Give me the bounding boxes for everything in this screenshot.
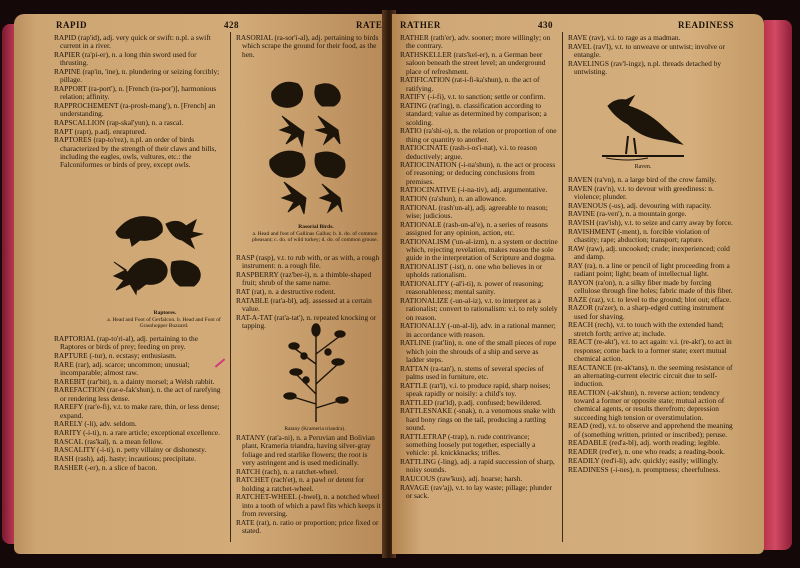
dictionary-entry: RATTLING (-ling), adj. a rapid succession of sharp, noisy sounds. (400, 456, 555, 475)
left-header-word-2: RATE (356, 20, 383, 30)
dictionary-entry: RASORIAL (ra-sor'i-al), adj. pertaining to birds which scrape the ground for their food, as the hen. (236, 33, 379, 59)
dictionary-entry: RATING (rat'ing), n. classification according to standard; value as determined by comparison; a scolding. (400, 100, 547, 127)
dictionary-entry: RASHER (-er), n. a slice of bacon. (54, 462, 158, 472)
dictionary-entry: RATE (rat), n. ratio or proportion; price fixed or stated. (236, 517, 379, 535)
dictionary-entry: RAREBIT (rar'bit), n. a dainty morsel; a Welsh rabbit. (54, 376, 215, 386)
dictionary-entry: RASH (rash), adj. hasty; incautious; precipitate. (54, 454, 197, 464)
dictionary-entry: RATTAN (ra-tan'), n. stems of several species of palms used in furniture, etc. (400, 363, 544, 381)
raven-caption: Raven. (634, 164, 652, 170)
dictionary-entry: RATIOCINATION (-i-na'shun), n. the act or process of reasoning; or deducing conclusions from premises. (400, 160, 556, 186)
left-page-number: 428 (224, 20, 239, 30)
dictionary-entry: RATIONALIST (-ist), n. one who believes in or upholds rationalism. (400, 262, 543, 280)
book-right-edge (764, 20, 792, 550)
dictionary-entry: RAY (ra), n. a line or pencil of light proceeding from a radiant point; light; beam of intellectual light. (568, 260, 730, 278)
dictionary-entry: RAREFY (rar'e-fi), v.t. to make rare, thin, or less dense; expand. (54, 402, 220, 420)
dictionary-entry: READILY (red'i-li), adv. quickly; easily; willingly. (568, 455, 719, 465)
dictionary-entry: RAPIER (ra'pi-er), n. a long thin sword used for thrusting. (54, 49, 197, 68)
dictionary-entry: RAVELINGS (rav'l-ingz), n.pl. threads detached by untwisting. (568, 58, 722, 76)
right-column-divider (562, 32, 563, 542)
dictionary-entry: RAUCOUS (raw'kus), adj. hoarse; harsh. (400, 473, 523, 483)
right-column-1 (400, 34, 558, 500)
dictionary-entry: RATTLE (rat'l), v.i. to produce rapid, sharp noises; speak rapidly or noisily: a child's toy. (400, 380, 551, 398)
dictionary-entry: RAT-A-TAT (rat'a-tat'), n. repeated knocking or tapping. (236, 312, 377, 330)
dictionary-entry: RAPTURE (-tur), n. ecstasy; enthusiasm. (54, 350, 177, 360)
dictionary-entry: RAVEN (ra'vn), n. a large bird of the crow family. (568, 175, 717, 184)
dictionary-entry: RAVEL (rav'l), v.t. to unweave or untwist; involve or entangle. (568, 41, 726, 59)
dictionary-entry: READER (red'er), n. one who reads; a reading-book. (568, 447, 725, 457)
dictionary-entry: RATTLESNAKE (-snak), n. a venomous snake with hard bony rings on the tail, producing a rattling sound. (400, 406, 556, 432)
dictionary-entry: RAVEN (rav'n), v.t. to devour with greediness: n. violence; plunder. (568, 183, 714, 201)
dictionary-entry: RATIONALISM ('un-al-izm), n. a system or doctrine which, rejecting revelation, makes reason the sole guide in the interpretation of Scripture and dogma. (400, 236, 558, 263)
dictionary-entry: READABLE (red'a-bl), adj. worth reading; legible. (568, 438, 720, 448)
dictionary-entry: READINESS (-i-nes), n. promptness; cheerfulness. (568, 464, 721, 474)
dictionary-entry: RATIFICATION (rat-i-fi-ka'shun), n. the act of ratifying. (400, 75, 540, 93)
dictionary-entry: RATTLETRAP (-trap), n. rude contrivance; something loosely put together, especially a vehicle: pl. knickknacks; trifles. (400, 431, 536, 458)
right-page (392, 14, 764, 554)
dictionary-entry: RAYON (ra'on), n. a silky fiber made by forcing cellulose through fine holes; fabric made of this fiber. (568, 277, 733, 295)
dictionary-entry: READ (red), v.t. to observe and apprehend the meaning of (something written, printed or inscribed); peruse. (568, 421, 733, 439)
dictionary-entry: RATIONALE (rash-un-al'e), n. a series of reasons assigned for any opinion, action, etc. (400, 219, 548, 238)
right-column-2-top (568, 34, 734, 77)
right-header-word: RATHER (400, 20, 441, 30)
dictionary-entry: RATIONAL (rash'un-al), adj. agreeable to reason; wise; judicious. (400, 202, 548, 221)
dictionary-entry: RAVE (rav), v.i. to rage as a madman. (568, 33, 681, 42)
dictionary-entry: RASCAL (ras'kal), n. a mean fellow. (54, 436, 163, 446)
dictionary-entry: RATANY (rat'a-ni), n. a Peruvian and Bolivian plant, Krameria triandra, having silver-gray foliage and red starlike flowers; the root is very astringent and is used medicinally. (236, 433, 375, 467)
dictionary-entry: RATABLE (rat'a-bl), adj. assessed at a certain value. (236, 295, 372, 313)
left-column-1-top (54, 34, 224, 170)
dictionary-entry: REACH (rech), v.t. to touch with the extended hand; stretch forth; arrive at; include. (568, 320, 724, 338)
dictionary-entry: RAT (rat), n. a destructive rodent. (236, 286, 336, 296)
raven-illustration (598, 84, 688, 164)
dictionary-entry: RAPPROCHEMENT (ra-prosh-mang'), n. [French] an understanding. (54, 100, 216, 119)
dictionary-entry: RATTLED (rat'ld), p.adj. confused; bewildered. (400, 397, 542, 407)
dictionary-entry: REACTION (-ak'shun), n. reverse action; tendency toward a former or opposite state; mutual action of chemical agents, or results therefrom; depression succeeding high tension or overstimulation. (568, 387, 725, 422)
dictionary-entry: RATIONALLY (-un-al-li), adv. in a rational manner; in accordance with reason. (400, 321, 556, 339)
dictionary-entry: RAZE (raz), v.t. to level to the ground; blot out; efface. (568, 294, 732, 304)
dictionary-entry: REACT (re-akt'), v.t. to act again: v.i. (re-akt'), to act in response; come back to a former state; exert mutual chemical action. (568, 337, 732, 363)
dictionary-entry: RAPPORT (ra-port'), n. [French (ra-por')], harmonious relation; affinity. (54, 83, 217, 102)
left-column-divider (230, 32, 231, 542)
dictionary-entry: RATLINE (rat'lin), n. one of the small pieces of rope which join the shrouds of a ship and serve as ladder steps. (400, 338, 557, 364)
dictionary-entry: RARITY (-i-ti), n. a rare article; exceptional excellence. (54, 428, 220, 437)
dictionary-entry: RATIONALIZE (-un-al-iz), v.t. to interpret as a rationalist; convert to rationalism: v.i. to rely solely on reason. (400, 296, 558, 322)
dictionary-entry: RARE (rar), adj. scarce; uncommon; unusual; incomparable; almost raw. (54, 359, 190, 377)
right-page-number: 430 (538, 20, 553, 30)
dictionary-entry: REACTANCE (re-ak'tans), n. the seeming resistance of an alternating-current electric circuit due to self-induction. (568, 362, 733, 389)
dictionary-entry: RAVISHMENT (-ment), n. forcible violation of chastity; rape; abduction; transport; rapture. (568, 226, 710, 245)
dictionary-entry: RAVISH (rav'ish), v.t. to seize and carry away by force. (568, 218, 733, 228)
dictionary-entry: RATCHET-WHEEL (-hwel), n. a notched wheel into a tooth of which a pawl fits which keeps it from reversing. (236, 492, 381, 518)
dictionary-entry: RATION (ra'shun), n. an allowance. (400, 194, 507, 204)
dictionary-entry: RAREFACTION (rar-e-fak'shun), n. the act of rarefying or rendering less dense. (54, 385, 221, 403)
dictionary-entry: RAPT (rapt), p.adj. enraptured. (54, 126, 147, 136)
rasorial-caption: Rasorial Birds. (298, 224, 334, 230)
dictionary-entry: RAVAGE (rav'aj), v.t. to lay waste; pillage; plunder or sack. (400, 482, 553, 500)
raptores-caption: Raptores. (153, 310, 177, 316)
dictionary-entry: RATHSKELLER (rats'kel-er), n. a German beer saloon beneath the street level; an underground place of refreshment. (400, 49, 546, 76)
rasorial-subcaption: a. Head and foot of Gallinas Gallus; b. h. do. of common pheasant; c. do. of wild turkey; d. do. of common grouse. (251, 231, 379, 243)
dictionary-entry: RAZOR (ra'zer), n. a sharp-edged cutting instrument used for shaving. (568, 303, 725, 321)
raptores-subcaption: a. Head and Foot of Gerfalcon. b. Head and Foot of Grasshopper Buzzard. (107, 317, 221, 329)
ratany-caption: Ratany (Krameria triandra). (284, 426, 346, 432)
left-column-2-top (236, 34, 382, 59)
dictionary-entry: RASCALITY (-i-ti), n. petty villainy or dishonesty. (54, 445, 207, 455)
dictionary-entry: RAVINE (ra-ven'), n. a mountain gorge. (568, 209, 687, 219)
left-column-2-bottom (236, 434, 382, 536)
dictionary-entry: RAPTORES (rap-to'rez), n.pl. an order of birds characterized by the strength of their claws and bills, including the eagles, owls, vultures, etc.: the Falconiformes or birds of prey, except owls. (54, 135, 217, 170)
dictionary-entry: RATIOCINATIVE (-i-na-tiv), adj. argumentative. (400, 185, 548, 195)
raptores-illustration (106, 202, 216, 307)
rasorial-birds-illustration (262, 72, 362, 222)
dictionary-entry: RAW (raw), adj. uncooked; crude; inexperienced; cold and damp. (568, 243, 730, 262)
right-column-2-bottom (568, 176, 734, 474)
right-header-word-2: READINESS (678, 20, 735, 30)
dictionary-entry: RATCHET (rach'et), n. a pawl or detent for holding a ratchet-wheel. (236, 475, 365, 493)
dictionary-entry: RATIFY (-i-fi), v.t. to sanction; settle or confirm. (400, 92, 546, 102)
dictionary-entry: RAVENOUS (-us), adj. devouring with rapacity. (568, 200, 712, 210)
dictionary-entry: RASP (rasp), v.t. to rub with, or as with, a rough instrument: n. a rough file. (236, 253, 380, 271)
dictionary-entry: RASPBERRY (raz'ber-i), n. a thimble-shaped fruit; shrub of the same name. (236, 269, 372, 288)
dictionary-entry: RATHER (rath'er), adv. sooner; more willingly; on the contrary. (400, 33, 551, 51)
dictionary-entry: RATCH (rach), n. a ratchet-wheel. (236, 466, 338, 476)
dictionary-entry: RATIO (ra'shi-o), n. the relation or proportion of one thing or quantity to another. (400, 126, 557, 144)
dictionary-entry: RARELY (-li), adv. seldom. (54, 419, 137, 429)
left-column-1-bottom (54, 335, 224, 472)
ratany-plant-illustration (276, 314, 356, 424)
dictionary-entry: RATIONALITY (-al'i-ti), n. power of reasoning; reasonableness; mental sanity. (400, 279, 544, 297)
dictionary-entry: RAPINE (rap'in, 'ine), n. plundering or seizing forcibly; pillage. (54, 66, 220, 85)
dictionary-entry: RAPTORIAL (rap-to'ri-al), adj. pertaining to the Raptores or birds of prey; feeding on prey. (54, 334, 198, 352)
left-header-word: RAPID (56, 20, 87, 30)
dictionary-entry: RAPSCALLION (rap-skal'yun), n. a rascal. (54, 117, 184, 127)
dictionary-entry: RATIOCINATE (rash-i-os'i-nat), v.i. to reason deductively; argue. (400, 143, 537, 161)
dictionary-entry: RAPID (rap'id), adj. very quick or swift: n.pl. a swift current in a river. (54, 33, 211, 51)
left-page (14, 14, 386, 554)
